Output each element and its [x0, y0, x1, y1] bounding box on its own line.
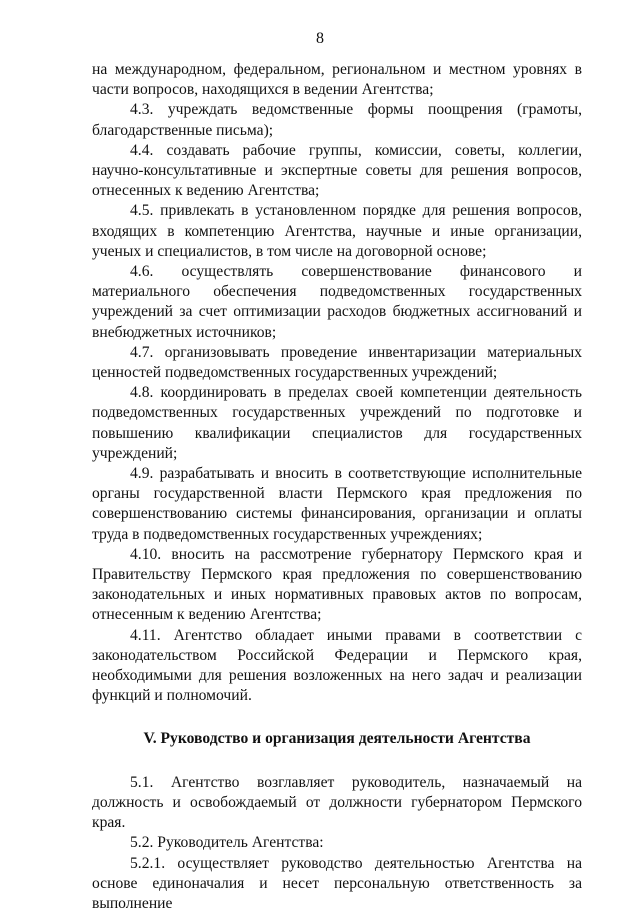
paragraph: на международном, федеральном, региональном и местном уровнях в части вопросов, находящихся в ведении Агентства; — [92, 61, 582, 99]
paragraph: 4.8. координировать в пределах своей компетенции деятельность подведомственных государственных учреждений по подготовке и повышению квалификации специалистов для государственных учреждений; — [92, 384, 582, 462]
paragraph: 4.4. создавать рабочие группы, комиссии, советы, коллегии, научно-консультативные и экспертные советы для решения вопросов, отнесенных к ведению Агентства; — [92, 141, 582, 200]
paragraph: 5.2.1. осуществляет руководство деятельностью Агентства на основе единоначалия и несет персональную ответственность за выполнение — [92, 854, 582, 912]
paragraph: 4.10. вносить на рассмотрение губернатору Пермского края и Правительству Пермского края предложения по совершенствованию законодательных и иных нормативных правовых актов по вопросам, отнесенным к ведению Агентства; — [92, 545, 582, 624]
paragraph: 4.6. осуществлять совершенствование финансового и материального обеспечения подведомственных государственных учреждений за счет оптимизации расходов бюджетных ассигнований и внебюджетных источников; — [92, 263, 582, 341]
paragraphs-after-heading — [92, 773, 582, 914]
document-body — [92, 60, 582, 914]
paragraph: 5.1. Агентство возглавляет руководитель, назначаемый на должность и освобождаемый от должности губернатором Пермского края. — [92, 773, 582, 832]
paragraph: 5.2. Руководитель Агентства: — [130, 834, 324, 852]
paragraph: 4.5. привлекать в установленном порядке для решения вопросов, входящих в компетенцию Агентства, научные и иные организации, ученых и специалистов, в том числе на договорной основе; — [92, 202, 582, 260]
section-heading: V. Руководство и организация деятельности Агентства — [143, 729, 531, 747]
paragraph: 4.9. разрабатывать и вносить в соответствующие исполнительные органы государственной власти Пермского края предложения по совершенствованию системы финансирования, организации и оплаты труда в подведомственных государственных учреждениях; — [92, 465, 582, 543]
paragraph: 4.3. учреждать ведомственные формы поощрения (грамоты, благодарственные письма); — [92, 101, 582, 139]
page-number: 8 — [316, 30, 324, 47]
paragraph: 4.7. организовывать проведение инвентаризации материальных ценностей подведомственных государственных учреждений; — [92, 343, 582, 382]
paragraph: 4.11. Агентство обладает иными правами в соответствии с законодательством Российской Федерации и Пермского края, необходимыми для решения возложенных на него задач и реализации функций и полномочий. — [92, 626, 582, 705]
paragraphs-before-heading — [92, 60, 582, 707]
